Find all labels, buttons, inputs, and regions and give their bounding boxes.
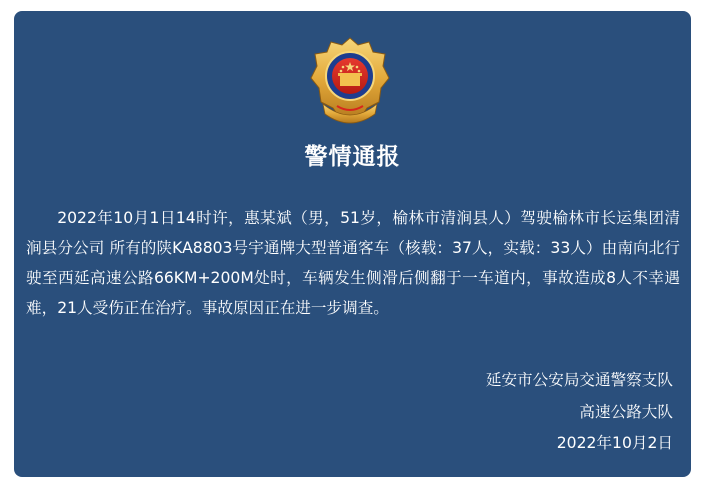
signature-unit: 高速公路大队 <box>579 403 673 421</box>
signature-date: 2022年10月2日 <box>556 434 673 452</box>
notice-body: 2022年10月1日14时许，惠某斌（男，51岁，榆林市清涧县人）驾驶榆林市长运集团清涧县分公司 所有的陕KA8803号宇通牌大型普通客车（核载：37人，实载：33人）由南向北行驶至西延高速公路66KM+200M处时，车辆发生侧滑后侧翻于一车道内，事故造成8人不幸遇难，21人受伤正在治疗。事故原因正在进一步调查。 <box>26 209 680 317</box>
notice-card <box>14 11 691 477</box>
notice-title: 警情通报 <box>304 144 401 170</box>
signature-issuer: 延安市公安局交通警察支队 <box>485 371 673 389</box>
police-emblem-icon <box>309 36 391 132</box>
